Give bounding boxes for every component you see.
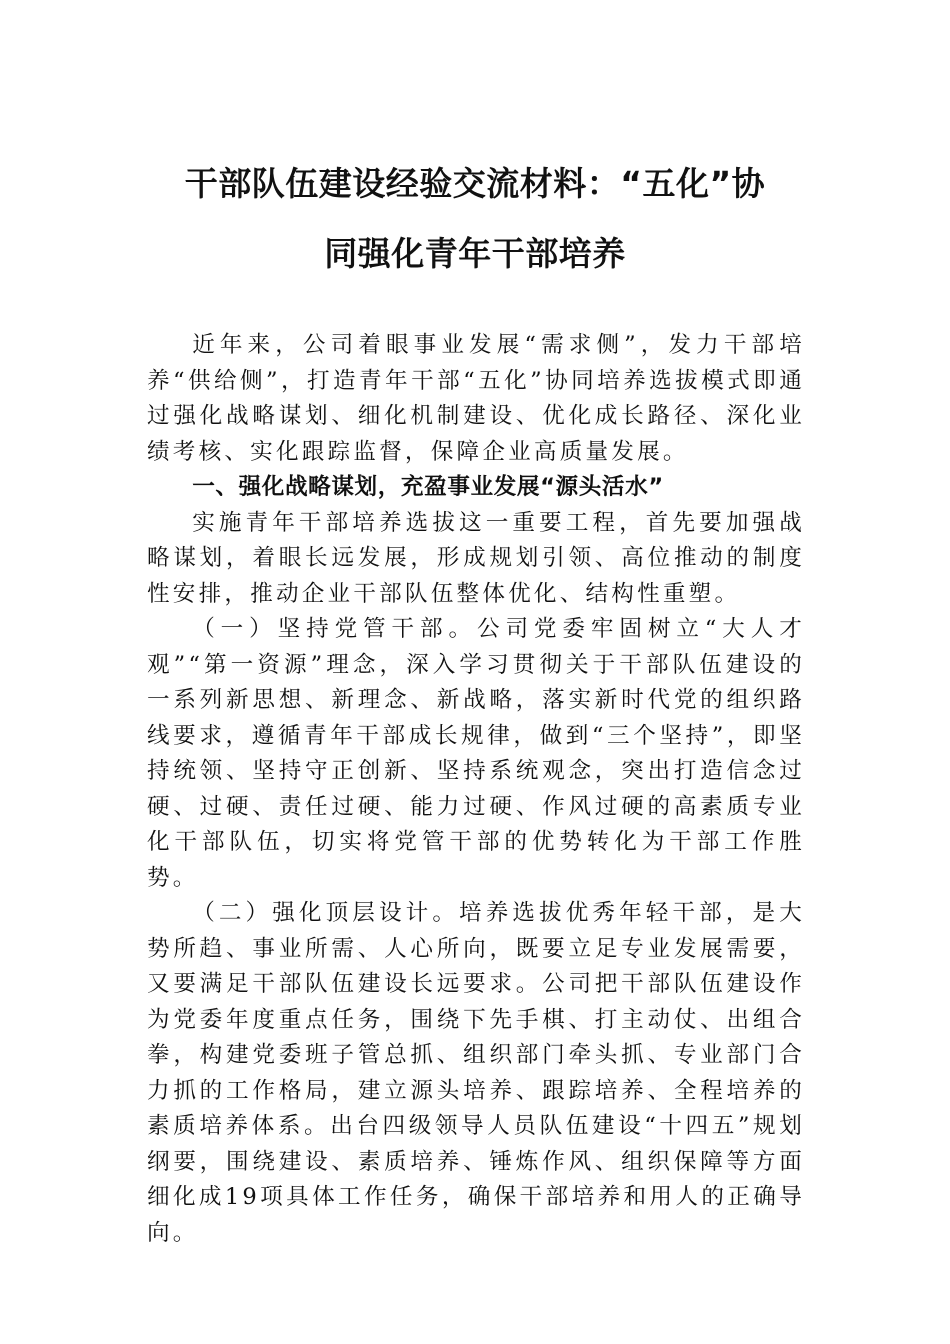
- intro-paragraph: 近年来，公司着眼事业发展“需求侧”，发力干部培养“供给侧”，打造青年干部“五化”协同培养选拔模式即通过强化战略谋划、细化机制建设、优化成长路径、深化业绩考核、实化跟踪监督，保障企业高质量发展。: [147, 332, 805, 465]
- document-title-line-1: 干部队伍建设经验交流材料：“五化”协: [184, 164, 766, 203]
- subsection-2-paragraph: （二）强化顶层设计。培养选拔优秀年轻干部，是大势所趋、事业所需、人心所向，既要立足专业发展需要，又要满足干部队伍建设长远要求。公司把干部队伍建设作为党委年度重点任务，围绕下先手棋、打主动仗、出组合拳，构建党委班子管总抓、组织部门牵头抓、专业部门合力抓的工作格局，建立源头培养、跟踪培养、全程培养的素质培养体系。出台四级领导人员队伍建设“十四五”规划纲要，围绕建设、素质培养、锤炼作风、组织保障等方面细化成19项具体工作任务，确保干部培养和用人的正确导向。: [147, 900, 805, 1246]
- section-1-paragraph: 实施青年干部培养选拔这一重要工程，首先要加强战略谋划，着眼长远发展，形成规划引领、高位推动的制度性安排，推动企业干部队伍整体优化、结构性重塑。: [147, 509, 805, 607]
- document-title-line-2: 同强化青年干部培养: [324, 234, 626, 273]
- section-heading-1: 一、强化战略谋划，充盈事业发展“源头活水”: [192, 474, 664, 500]
- document-body: [147, 328, 805, 1251]
- subsection-1-paragraph: （一）坚持党管干部。公司党委牢固树立“大人才观”“第一资源”理念，深入学习贯彻关于干部队伍建设的一系列新思想、新理念、新战略，落实新时代党的组织路线要求，遵循青年干部成长规律，做到“三个坚持”，即坚持统领、坚持守正创新、坚持系统观念，突出打造信念过硬、过硬、责任过硬、能力过硬、作风过硬的高素质专业化干部队伍，切实将党管干部的优势转化为干部工作胜势。: [147, 616, 805, 891]
